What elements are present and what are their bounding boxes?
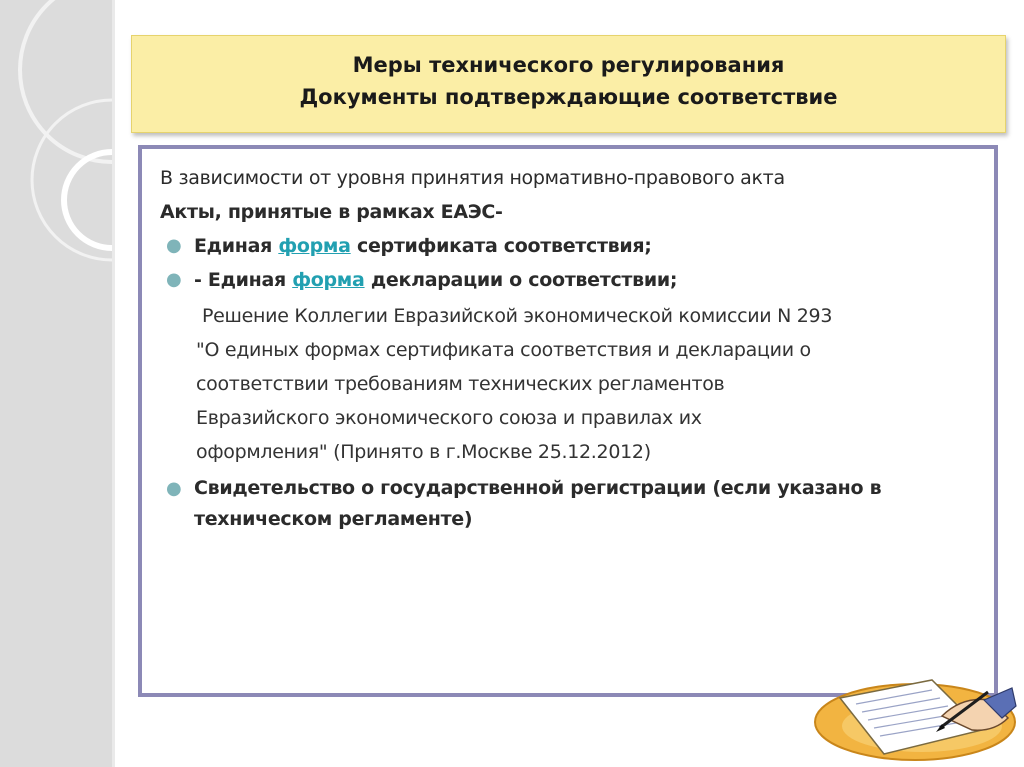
decorative-circles-icon [0, 0, 112, 767]
intro-text: В зависимости от уровня принятия нормативно-правового акта [160, 167, 785, 189]
bullet-declaration-form [160, 263, 978, 297]
hand-writing-document-icon [812, 666, 1018, 764]
bullet-certificate-form [160, 229, 978, 263]
decision-line: оформления" (Принято в г.Москве 25.12.2012) [196, 441, 651, 463]
title-line-2: Документы подтверждающие соответствие [299, 85, 838, 109]
declaration-form-link[interactable]: форма [292, 269, 365, 291]
bullet-dot-icon: ● [166, 478, 182, 499]
bullet-dot-icon: ● [166, 235, 182, 256]
bullet2-before: - Единая [194, 269, 293, 291]
bullet-state-registration [160, 473, 978, 535]
decision-line: соответствии требованиям технических регламентов [196, 373, 725, 395]
bullet1-before: Единая [194, 235, 279, 257]
content-frame [138, 145, 998, 697]
content-body [160, 161, 978, 535]
bullet2-after: декларации о соответствии; [364, 269, 678, 291]
title-banner [131, 35, 1006, 133]
bullet1-after: сертификата соответствия; [350, 235, 652, 257]
left-decorative-strip [0, 0, 112, 767]
decision-line: "О единых формах сертификата соответствия и декларации о [196, 339, 811, 361]
decision-line: Решение Коллегии Евразийской экономической комиссии N 293 [202, 305, 833, 327]
decision-line: Евразийского экономического союза и правилах их [196, 407, 702, 429]
decision-paragraph [196, 299, 978, 469]
bullet-dot-icon: ● [166, 269, 182, 290]
left-strip-edge [112, 0, 115, 767]
certificate-form-link[interactable]: форма [278, 235, 351, 257]
acts-heading: Акты, принятые в рамках ЕАЭС- [160, 201, 503, 223]
title-line-1: Меры технического регулирования [352, 53, 785, 77]
bullet3-text: Свидетельство о государственной регистрации (если указано в техническом регламенте) [194, 477, 882, 530]
